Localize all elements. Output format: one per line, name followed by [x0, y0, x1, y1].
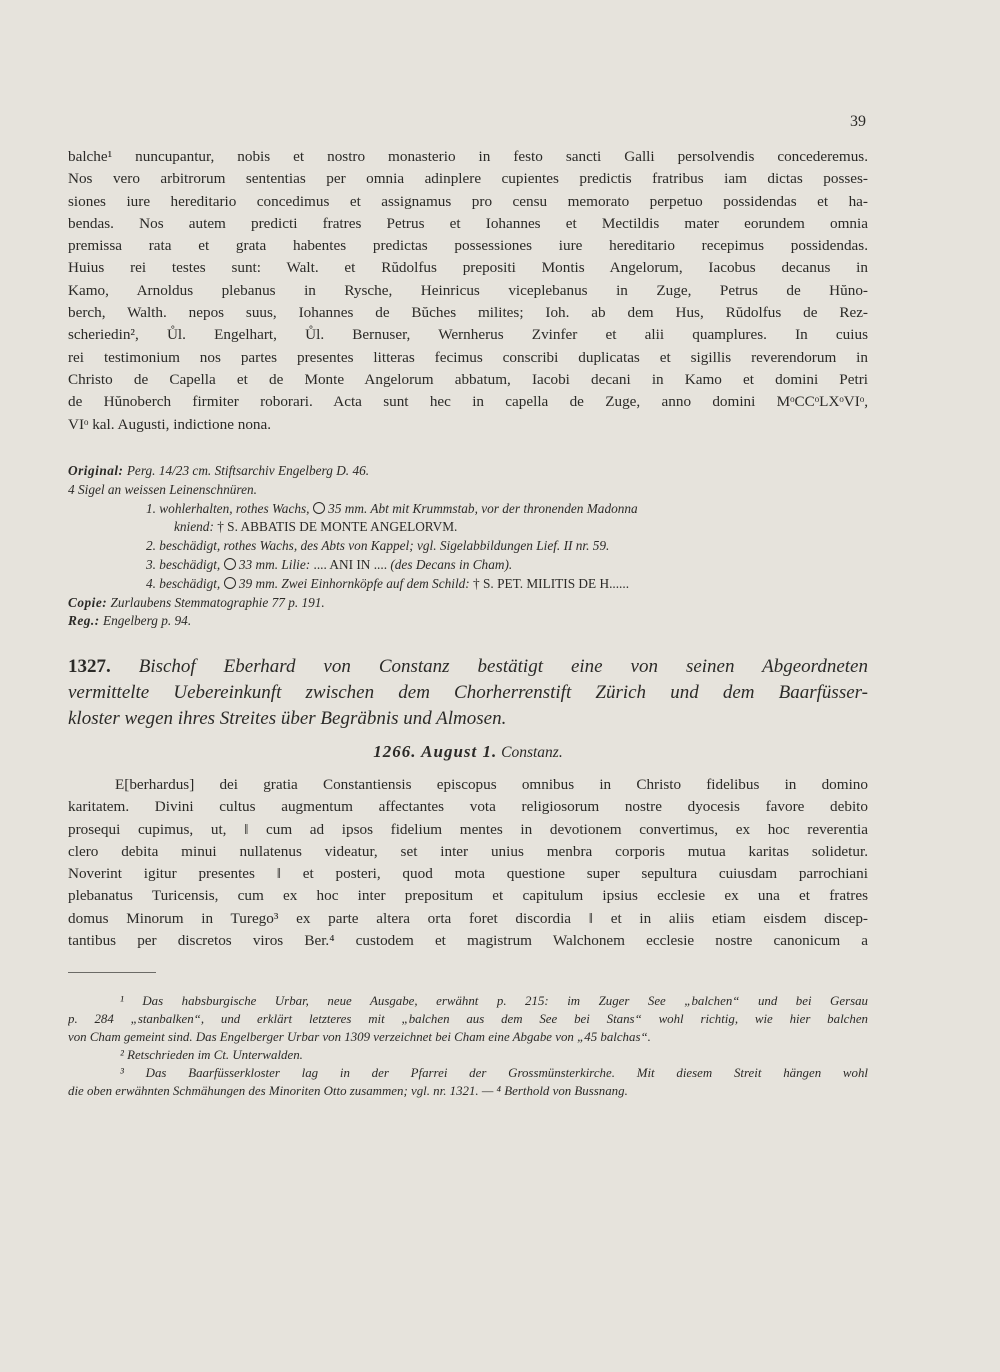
heading-line: vermittelte Uebereinkunft zwischen dem Chorherrenstift Zürich und dem Baarfüsser-	[68, 682, 868, 703]
seal-1-note	[68, 500, 868, 519]
text-line: rei testimonium nos partes presentes litteras fecimus conscribi duplicatas et sigillis reverendorum in	[68, 348, 868, 366]
charter-text	[68, 774, 868, 952]
seal-1-legend	[68, 518, 868, 537]
entry-number: 1327.	[68, 656, 111, 677]
text-line: de Hŭnoberch firmiter roborari. Acta sunt hec in capella de Zuge, anno domini MᵒCCᵒLXᵒVIᵒ,	[68, 393, 868, 411]
original-note	[68, 462, 868, 481]
reg-text: Engelberg p. 94.	[103, 613, 192, 629]
seal-1-inscription: † S. ABBATIS DE MONTE ANGELORVM.	[217, 519, 458, 535]
footnote-line: von Cham gemeint sind. Das Engelberger Urbar von 1309 verzeichnet bei Cham eine Abgabe von „45 balchas“.	[68, 1030, 651, 1044]
entry-date: 1266. August 1.	[373, 742, 498, 761]
text-line: tantibus per discretos viros Ber.⁴ custodem et magistrum Walchonem ecclesie nostre canonicum a	[68, 932, 868, 950]
copie-label: Copie:	[68, 594, 108, 610]
text-line: premissa rata et grata habentes predictas possessiones iure hereditario recepimus possidendas.	[68, 237, 868, 255]
charter-text-continued	[68, 146, 868, 436]
text-line: plebanatus Turicensis, cum ex hoc inter prepositum et capitulum ipsius ecclesie ex una et fratres	[68, 887, 868, 905]
seal-1-size: 35 mm. Abt mit Krummstab, vor der thronenden Madonna	[328, 500, 638, 516]
reg-note	[68, 612, 868, 631]
heading-line: kloster wegen ihres Streites über Begräbnis und Almosen.	[68, 708, 507, 729]
footnote-line: ¹ Das habsburgische Urbar, neue Ausgabe, erwähnt p. 215: im Zuger See „balchen“ und bei Gersau	[120, 994, 868, 1008]
text-line: Noverint igitur presentes ‖ et posteri, quod mota questione super sepultura cuiusdam parrochiani	[68, 865, 868, 883]
text-line: karitatem. Divini cultus augmentum affectantes vota religiosorum nostre dyocesis favore debito	[68, 798, 868, 816]
seal-3-size: 33 mm. Lilie:	[238, 556, 311, 572]
seal-1-desc: 1. wohlerhalten, rothes Wachs,	[146, 500, 310, 516]
date-line	[68, 740, 868, 764]
reg-label: Reg.:	[68, 613, 100, 629]
archival-notes	[68, 462, 868, 631]
text-line: VIᵒ kal. Augusti, indictione nona.	[68, 415, 272, 433]
seal-2-note: 2. beschädigt, rothes Wachs, des Abts von Kappel; vgl. Sigelabbildungen Lief. II nr. 59.	[146, 538, 610, 554]
circle-icon	[224, 577, 236, 589]
circle-icon	[224, 558, 236, 570]
original-label: Original:	[68, 463, 124, 478]
entry-heading	[68, 654, 868, 732]
text-line: Nos vero arbitrorum sententias per omnia adinplere cupientes predictis fratribus iam dictas posses-	[68, 170, 868, 188]
sigel-note: 4 Sigel an weissen Leinenschnüren.	[68, 481, 257, 497]
text-line: balche¹ nuncupantur, nobis et nostro monasterio in festo sancti Galli persolvendis concederemus.	[68, 148, 868, 165]
heading-text: Bischof Eberhard von Constanz bestätigt eine von seinen Abgeordneten	[138, 656, 868, 677]
text-line: Huius rei testes sunt: Walt. et Rŭdolfus prepositi Montis Angelorum, Iacobus decanus in	[68, 259, 868, 277]
heading-line	[68, 654, 868, 680]
page-number: 39	[850, 113, 866, 130]
entry-place: Constanz.	[501, 744, 563, 761]
footnote-line: p. 284 „stanbalken“, und erklärt letzteres mit „balchen aus dem See bei Stans“ wohl richtig, wie hier balchen	[68, 1012, 868, 1026]
footnote-divider	[68, 972, 156, 973]
text-line: berch, Walth. nepos suus, Iohannes de Bŭches milites; Ioh. ab dem Hus, Rŭdolfus de Rez-	[68, 304, 868, 322]
text-line: prosequi cupimus, ut, ‖ cum ad ipsos fidelium mentes in devotionem convertimus, ex hoc reverentia	[68, 820, 868, 838]
seal-1-pose: kniend:	[174, 519, 214, 535]
text-line: Christo de Capella et de Monte Angelorum abbatum, Iacobi decani in Kamo et domini Petri	[68, 370, 868, 388]
seal-3-inscription: .... ANI IN ....	[313, 556, 388, 572]
original-text: Perg. 14/23 cm. Stiftsarchiv Engelberg D. 46.	[126, 463, 370, 478]
seal-4-size: 39 mm. Zwei Einhornköpfe auf dem Schild:	[238, 575, 470, 591]
footnote-line: ² Retschrieden im Ct. Unterwalden.	[120, 1048, 303, 1062]
copie-note	[68, 594, 868, 613]
seal-3-owner: (des Decans in Cham).	[390, 556, 513, 572]
text-line: bendas. Nos autem predicti fratres Petrus et Iohannes et Mectildis mater eorundem omnia	[68, 214, 868, 232]
text-line: scheriedin², Ůl. Engelhart, Ůl. Bernuser, Wernherus Zvinfer et alii quamplures. In cuius	[68, 326, 868, 344]
text-line: siones iure hereditario concedimus et assignamus pro censu memorato perpetuo possidendas et ha-	[68, 192, 868, 210]
seal-4-desc: 4. beschädigt,	[146, 575, 221, 591]
seal-4-note	[68, 575, 868, 594]
text-line: domus Minorum in Turego³ ex parte altera orta foret discordia ‖ et in aliis etiam eisdem discep-	[68, 909, 868, 927]
text-line: Kamo, Arnoldus plebanus in Rysche, Heinricus viceplebanus in Zuge, Petrus de Hŭno-	[68, 281, 868, 299]
footnotes	[68, 992, 868, 1100]
copie-text: Zurlaubens Stemmatographie 77 p. 191.	[110, 594, 325, 610]
text-line: clero debita minui nullatenus videatur, set inter unius menbra corporis mutua karitas solidetur.	[68, 842, 868, 860]
footnote-line: die oben erwähnten Schmähungen des Minoriten Otto zusammen; vgl. nr. 1321. — ⁴ Berthold von Bussnang.	[68, 1084, 628, 1098]
text-line: E[berhardus] dei gratia Constantiensis episcopus omnibus in Christo fidelibus in domino	[115, 776, 868, 793]
seal-3-note	[68, 556, 868, 575]
footnote-line: ³ Das Baarfüsserkloster lag in der Pfarrei der Grossmünsterkirche. Mit diesem Streit hängen wohl	[120, 1066, 868, 1080]
seal-3-desc: 3. beschädigt,	[146, 556, 221, 572]
circle-icon	[313, 502, 325, 514]
seal-4-inscription: † S. PET. MILITIS DE H......	[473, 575, 630, 591]
